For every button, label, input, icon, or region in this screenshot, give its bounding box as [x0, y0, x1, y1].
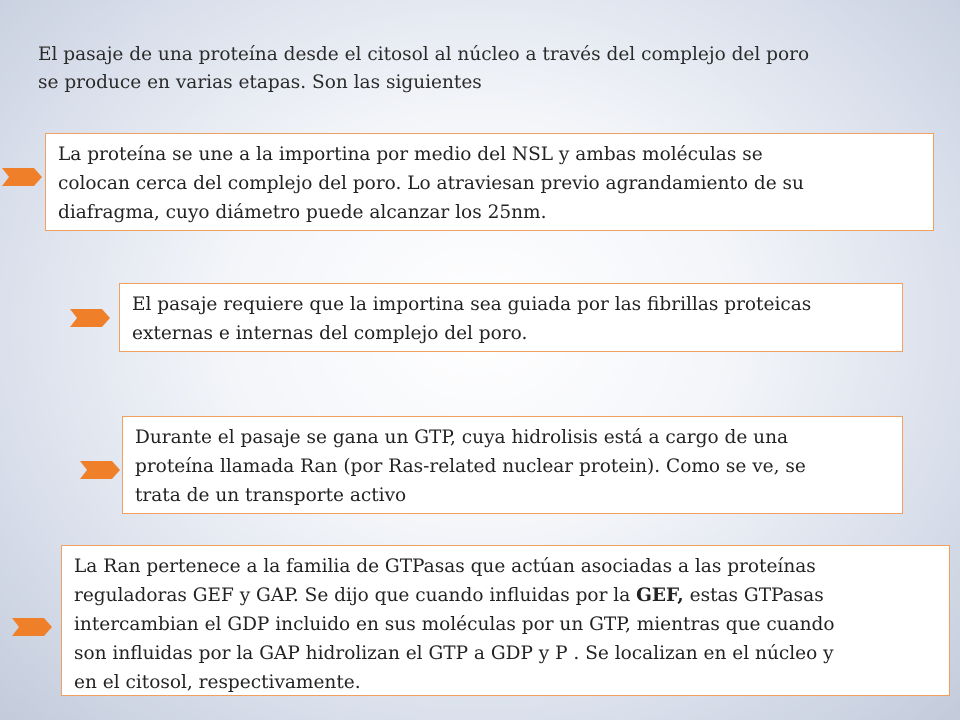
step-line: El pasaje requiere que la importina sea guiada por las fibrillas proteicas	[132, 294, 812, 315]
step-line	[74, 581, 939, 610]
step-text: estas GTPasas	[683, 585, 824, 606]
step-line: intercambian el GDP incluido en sus moléculas por un GTP, mientras que cuando	[74, 614, 835, 635]
gef-emphasis: GEF,	[636, 585, 684, 606]
intro-text	[38, 41, 938, 97]
step-line: La proteína se une a la importina por medio del NSL y ambas moléculas se	[58, 144, 763, 165]
step-line: colocan cerca del complejo del poro. Lo atraviesan previo agrandamiento de su	[58, 173, 804, 194]
step-box-2	[119, 283, 903, 352]
step-line: La Ran pertenece a la familia de GTPasas que actúan asociadas a las proteínas	[74, 556, 816, 577]
step-line: en el citosol, respectivamente.	[74, 672, 361, 693]
step-box-3	[122, 416, 903, 514]
step-line: externas e internas del complejo del poro.	[132, 323, 528, 344]
step-line: Durante el pasaje se gana un GTP, cuya hidrolisis está a cargo de una	[135, 427, 789, 448]
step-line: proteína llamada Ran (por Ras-related nuclear protein). Como se ve, se	[135, 456, 806, 477]
chevron-arrow-icon	[12, 618, 52, 636]
step-box-1	[45, 133, 934, 231]
step-box-4	[61, 545, 950, 696]
intro-line: se produce en varias etapas. Son las siguientes	[38, 72, 482, 93]
chevron-arrow-icon	[70, 309, 110, 327]
step-line: diafragma, cuyo diámetro puede alcanzar los 25nm.	[58, 202, 547, 223]
step-line: trata de un transporte activo	[135, 485, 407, 506]
chevron-arrow-icon	[2, 168, 42, 186]
step-line: son influidas por la GAP hidrolizan el GTP a GDP y P . Se localizan en el núcleo y	[74, 643, 834, 664]
step-text: reguladoras GEF y GAP. Se dijo que cuando influidas por la	[74, 585, 637, 606]
chevron-arrow-icon	[80, 461, 120, 479]
intro-line: El pasaje de una proteína desde el citosol al núcleo a través del complejo del poro	[38, 44, 810, 65]
